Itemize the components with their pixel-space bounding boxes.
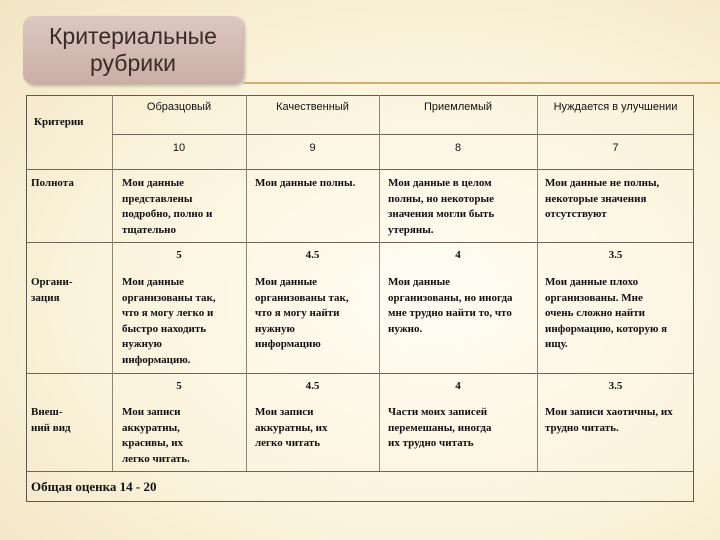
level-header-acceptable: Приемлемый	[424, 101, 492, 113]
score-cell: 7	[612, 142, 619, 154]
level-header-quality: Качественный	[276, 101, 349, 113]
slide-title	[23, 16, 243, 84]
score-cell: 4	[455, 249, 461, 261]
row-divider	[26, 169, 694, 170]
row-divider	[26, 242, 694, 243]
level-header-needs-improvement: Нуждается в улучшении	[553, 101, 678, 113]
score-cell: 9	[309, 142, 316, 154]
score-cell: 3.5	[608, 380, 623, 392]
criterion-label-organization: Органи- зация	[31, 276, 73, 304]
title-line-1: Критериальные	[49, 23, 217, 49]
row-divider	[26, 471, 694, 472]
row-divider	[26, 373, 694, 374]
descriptor-cell: Мои данные организованы, но иногда мне трудно найти то, что нужно.	[388, 276, 513, 335]
score-cell: 5	[176, 249, 182, 261]
criterion-label-completeness: Полнота	[31, 177, 74, 189]
descriptor-cell: Мои данные полны.	[255, 177, 356, 189]
descriptor-cell: Мои записи хаотичны, их трудно читать.	[545, 406, 673, 434]
criteria-header: Критерии	[34, 116, 84, 128]
criterion-label-appearance: Внеш- ний вид	[31, 406, 71, 434]
descriptor-cell: Мои данные плохо организованы. Мне очень сложно найти информацию, которую я ищу.	[545, 276, 668, 350]
descriptor-cell: Части моих записей перемешаны, иногда их трудно читать	[388, 406, 492, 449]
descriptor-cell: Мои данные организованы так, что я могу легко и быстро находить нужную информацию.	[122, 276, 216, 366]
descriptor-cell: Мои данные представлены подробно, полно и тщательно	[122, 177, 213, 236]
score-cell: 10	[172, 142, 186, 154]
descriptor-cell: Мои данные в целом полны, но некоторые значения могли быть утеряны.	[388, 177, 495, 236]
score-cell: 4.5	[305, 249, 320, 261]
title-divider	[243, 82, 720, 84]
descriptor-cell: Мои данные не полны, некоторые значения отсутствуют	[545, 177, 660, 220]
score-cell: 3.5	[608, 249, 623, 261]
descriptor-cell: Мои данные организованы так, что я могу найти нужную информацию	[255, 276, 349, 350]
row-divider	[112, 134, 694, 135]
total-score: Общая оценка 14 - 20	[31, 479, 157, 494]
score-cell: 5	[176, 380, 182, 392]
level-header-exemplary: Образцовый	[146, 101, 212, 113]
title-line-2: рубрики	[89, 50, 176, 76]
descriptor-cell: Мои записи аккуратны, красивы, их легко читать.	[122, 406, 190, 465]
descriptor-cell: Мои записи аккуратны, их легко читать	[255, 406, 328, 449]
score-cell: 4.5	[305, 380, 320, 392]
score-cell: 8	[454, 142, 462, 154]
score-cell: 4	[455, 380, 461, 392]
